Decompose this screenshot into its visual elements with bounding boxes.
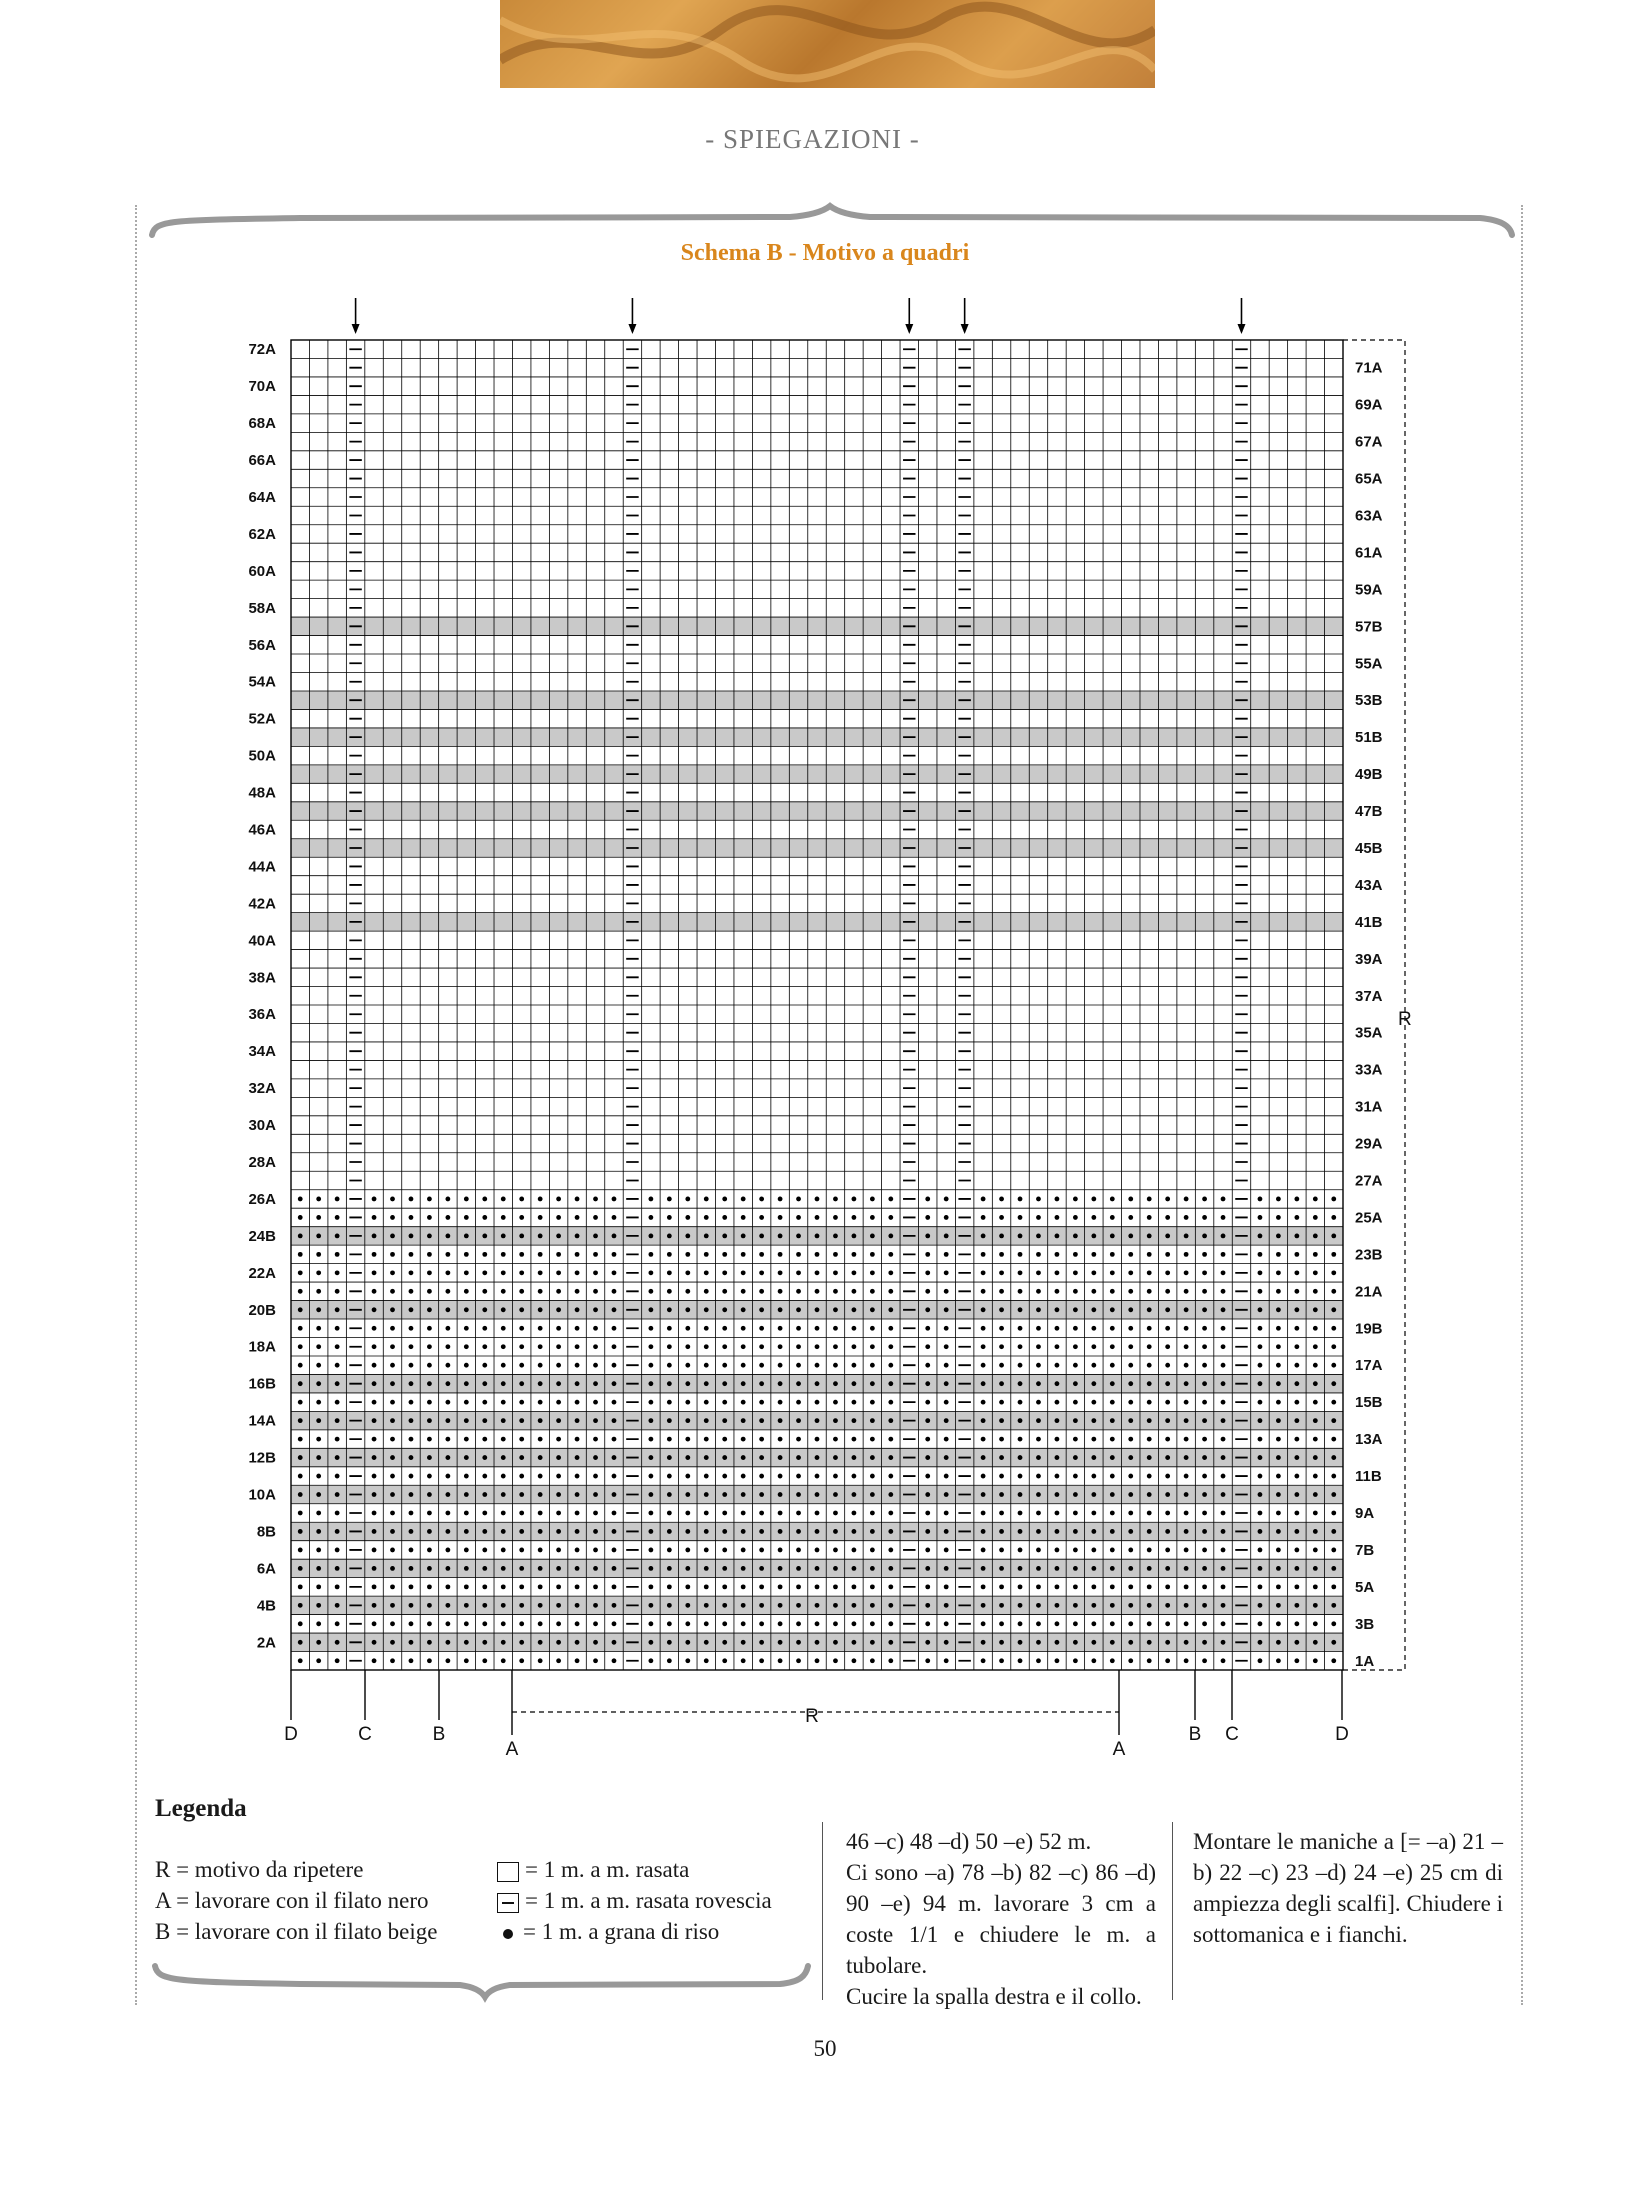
row-label-right: 61A <box>1355 544 1383 562</box>
column-divider <box>822 1822 823 2000</box>
instructions-column-2 <box>1193 1826 1503 1950</box>
row-label-left: 30A <box>248 1117 276 1135</box>
seed-stitch-icon <box>503 1929 513 1939</box>
row-label-left: 50A <box>248 747 276 765</box>
row-label-right: 37A <box>1355 987 1383 1005</box>
column-marker-label: C <box>358 1724 372 1745</box>
row-label-right: 43A <box>1355 876 1383 894</box>
legend-title: Legenda <box>155 1795 247 1822</box>
repeat-label-bottom: R <box>805 1706 819 1727</box>
row-label-right: 57B <box>1355 618 1383 636</box>
row-label-left: 58A <box>248 599 276 617</box>
row-label-right: 47B <box>1355 803 1383 820</box>
row-label-right: 49B <box>1355 766 1383 784</box>
row-label-left: 16B <box>248 1375 276 1393</box>
row-label-right: 5A <box>1355 1578 1375 1596</box>
legend-item-beige: B = lavorare con il filato beige <box>155 1919 438 1944</box>
instruction-paragraph: Montare le maniche a [= –a) 21 –b) 22 –c) 23 –d) 24 –e) 25 cm di ampiezza degli scalfi]. Chiudere i sottomanica e i fianchi. <box>1193 1829 1503 1947</box>
row-label-left: 48A <box>248 784 276 802</box>
row-label-left: 18A <box>248 1338 276 1356</box>
row-label-left: 42A <box>248 895 276 913</box>
row-label-left: 44A <box>248 858 276 876</box>
row-label-left: 52A <box>248 710 276 728</box>
row-label-right: 25A <box>1355 1209 1383 1227</box>
row-label-left: 2A <box>256 1634 276 1652</box>
legend-symbols <box>497 1854 772 1947</box>
row-label-right: 69A <box>1355 396 1383 414</box>
column-marker-label: B <box>1188 1724 1202 1745</box>
beige-row <box>291 765 1343 783</box>
row-label-right: 27A <box>1355 1172 1383 1190</box>
section-title: - SPIEGAZIONI - <box>705 124 920 154</box>
row-label-left: 8B <box>256 1523 276 1541</box>
row-label-left: 56A <box>248 636 276 654</box>
row-label-left: 28A <box>248 1154 276 1171</box>
row-label-left: 32A <box>248 1080 276 1098</box>
instruction-paragraph: Ci sono –a) 78 –b) 82 –c) 86 –d) 90 –e) 94 m. lavorare 3 cm a coste 1/1 e chiudere le m. a tubolare. <box>846 1860 1156 1978</box>
row-label-right: 13A <box>1355 1431 1383 1449</box>
row-label-right: 3B <box>1355 1615 1375 1633</box>
row-label-left: 54A <box>248 673 276 691</box>
row-label-left: 20B <box>248 1301 276 1319</box>
beige-row <box>291 691 1343 709</box>
column-marker-label: D <box>284 1724 298 1745</box>
row-label-right: 65A <box>1355 470 1383 488</box>
row-label-left: 66A <box>248 452 276 470</box>
purl-stitch-icon <box>497 1893 519 1913</box>
top-brace <box>152 206 1512 235</box>
row-label-left: 36A <box>248 1006 276 1024</box>
beige-row <box>291 839 1343 857</box>
row-label-right: 71A <box>1355 359 1383 377</box>
bottom-brace <box>155 1966 808 1997</box>
row-label-left: 12B <box>248 1449 276 1467</box>
column-marker-label: D <box>1335 1724 1349 1745</box>
row-label-left: 6A <box>256 1560 276 1578</box>
arrow-head-icon <box>352 324 360 334</box>
row-label-right: 17A <box>1355 1357 1383 1375</box>
arrow-head-icon <box>1237 324 1245 334</box>
row-label-right: 11B <box>1355 1468 1382 1485</box>
instructions-column-1 <box>846 1826 1156 2012</box>
legend-symbol-knit: = 1 m. a m. rasata <box>497 1854 772 1885</box>
row-label-right: 55A <box>1355 655 1383 673</box>
row-label-right: 31A <box>1355 1098 1383 1116</box>
row-label-right: 39A <box>1355 950 1383 968</box>
legend-item-repeat: R = motivo da ripetere <box>155 1857 364 1882</box>
column-marker-label: A <box>1112 1739 1126 1760</box>
row-label-right: 23B <box>1355 1246 1383 1264</box>
column-marker-label: A <box>505 1739 519 1760</box>
row-label-left: 46A <box>248 821 276 839</box>
row-label-left: 68A <box>248 415 276 433</box>
row-label-left: 40A <box>248 932 276 950</box>
row-label-left: 34A <box>248 1043 276 1061</box>
beige-row <box>291 802 1343 820</box>
row-label-left: 10A <box>248 1486 276 1504</box>
arrow-head-icon <box>961 324 969 334</box>
row-label-right: 67A <box>1355 433 1383 451</box>
instruction-paragraph: Cucire la spalla destra e il collo. <box>846 1984 1142 2009</box>
arrow-head-icon <box>628 324 636 334</box>
row-label-right: 1A <box>1355 1652 1375 1670</box>
row-label-left: 64A <box>248 489 276 506</box>
column-divider <box>1172 1822 1173 2000</box>
beige-row <box>291 617 1343 635</box>
legend-item-black: A = lavorare con il filato nero <box>155 1888 429 1913</box>
row-label-right: 63A <box>1355 507 1383 525</box>
repeat-label-right: R <box>1398 1009 1412 1030</box>
row-label-left: 70A <box>248 378 276 396</box>
instruction-paragraph: 46 –c) 48 –d) 50 –e) 52 m. <box>846 1829 1092 1854</box>
row-label-right: 9A <box>1355 1505 1375 1522</box>
row-label-left: 4B <box>256 1597 276 1615</box>
legend-symbol-seed: = 1 m. a grana di riso <box>497 1916 772 1947</box>
row-label-left: 72A <box>248 341 276 359</box>
row-label-left: 14A <box>248 1412 276 1430</box>
row-label-right: 35A <box>1355 1024 1383 1042</box>
row-label-right: 15B <box>1355 1394 1383 1412</box>
row-label-right: 21A <box>1355 1283 1383 1301</box>
row-label-right: 59A <box>1355 581 1383 599</box>
row-label-left: 26A <box>248 1191 276 1208</box>
beige-row <box>291 728 1343 746</box>
row-label-right: 29A <box>1355 1135 1383 1153</box>
column-marker-label: B <box>432 1724 446 1745</box>
row-label-right: 19B <box>1355 1320 1383 1338</box>
column-marker-label: C <box>1225 1724 1239 1745</box>
row-label-left: 24B <box>248 1227 276 1245</box>
legend-items <box>155 1854 437 1947</box>
grid-lines <box>291 340 1343 1670</box>
chart-title: Schema B - Motivo a quadri <box>680 240 970 266</box>
arrow-head-icon <box>905 324 913 334</box>
page-number: 50 <box>813 2036 837 2061</box>
row-label-left: 60A <box>248 562 276 580</box>
legend-symbol-purl: = 1 m. a m. rasata rovescia <box>497 1885 772 1916</box>
row-label-right: 41B <box>1355 913 1383 931</box>
beige-row <box>291 913 1343 931</box>
row-label-right: 7B <box>1355 1541 1375 1559</box>
row-label-left: 62A <box>248 526 276 543</box>
row-label-right: 45B <box>1355 840 1383 857</box>
knit-stitch-icon <box>497 1862 519 1882</box>
row-label-left: 22A <box>248 1264 276 1282</box>
row-label-right: 53B <box>1355 692 1383 710</box>
row-label-right: 51B <box>1355 729 1383 747</box>
row-label-left: 38A <box>248 969 276 987</box>
row-label-right: 33A <box>1355 1061 1383 1079</box>
